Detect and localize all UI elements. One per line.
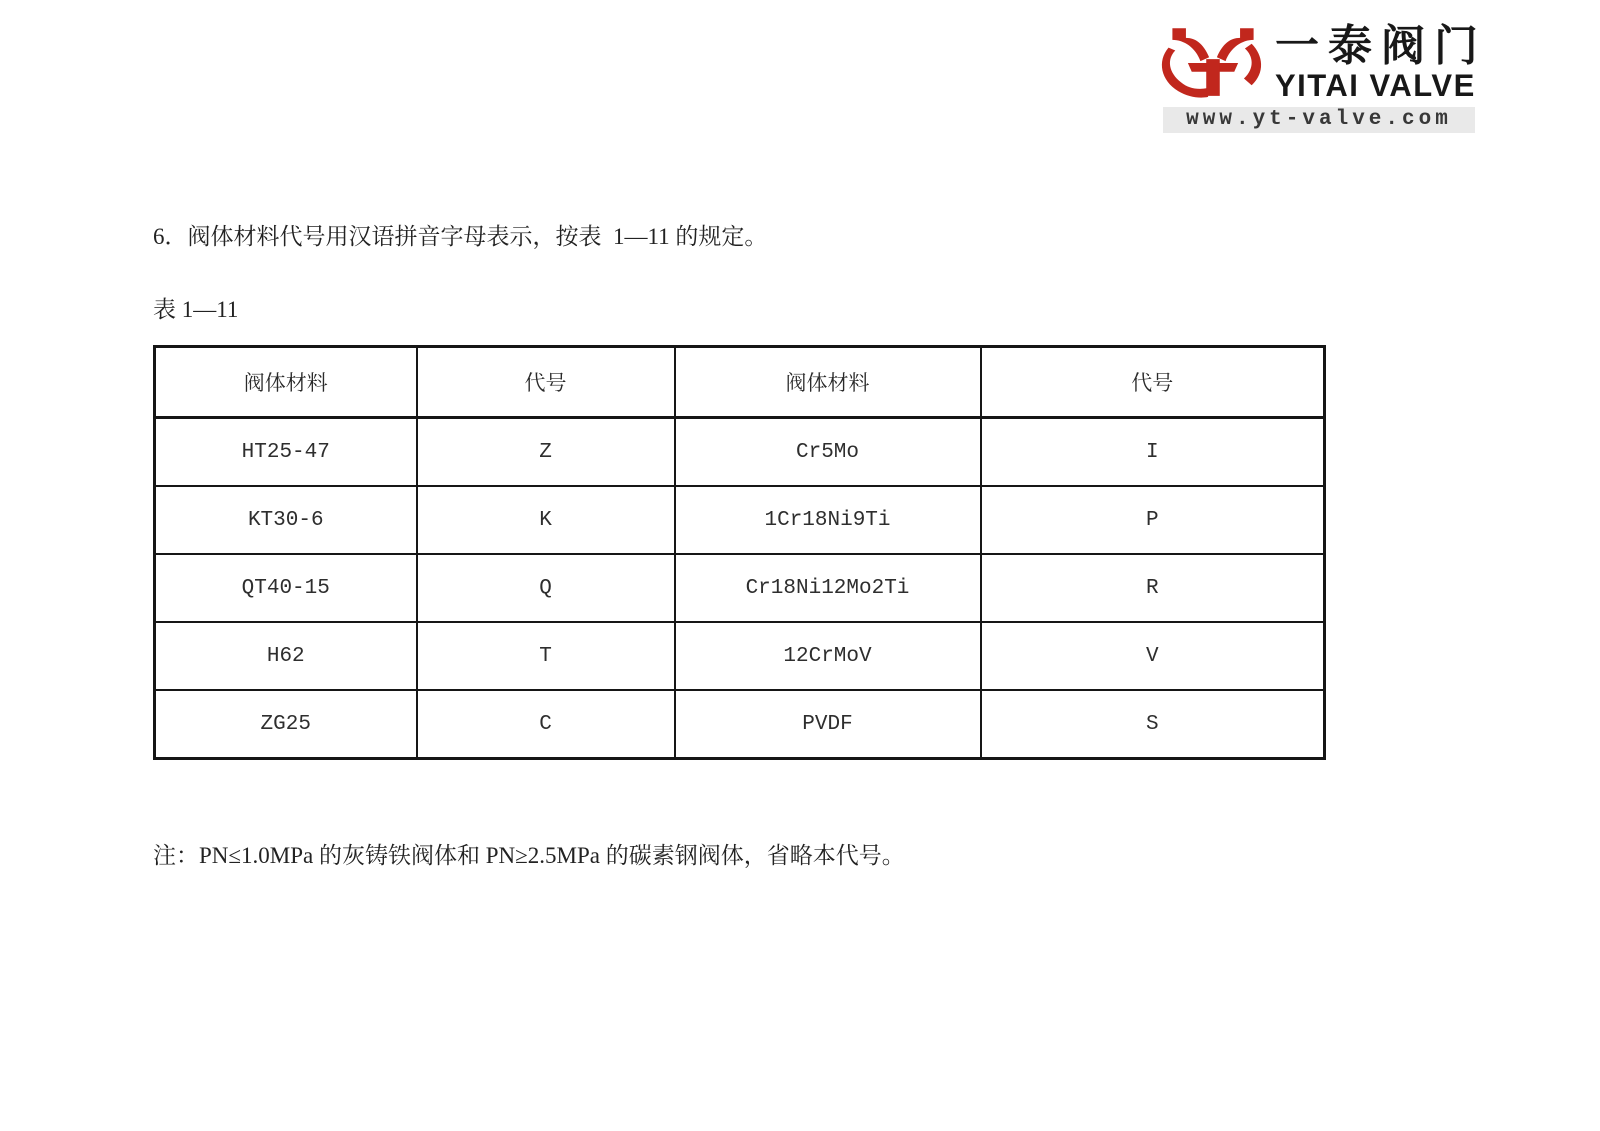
table-cell: HT25-47 bbox=[155, 418, 417, 487]
table-cell: ZG25 bbox=[155, 690, 417, 759]
material-code-table-wrapper bbox=[153, 345, 1326, 760]
table-cell: H62 bbox=[155, 622, 417, 690]
header-code-left: 代号 bbox=[417, 347, 675, 418]
table-cell: C bbox=[417, 690, 675, 759]
paragraph-6: 6．阀体材料代号用汉语拼音字母表示，按表 1—11 的规定。 bbox=[153, 224, 768, 249]
table-row bbox=[155, 622, 1325, 690]
brand-name-english: YITAI VALVE bbox=[1275, 67, 1476, 104]
table-cell: K bbox=[417, 486, 675, 554]
website-url: www.yt-valve.com bbox=[1163, 107, 1475, 133]
table-header-row bbox=[155, 347, 1325, 418]
table-cell: P bbox=[981, 486, 1325, 554]
header-valve-body-material-right: 阀体材料 bbox=[675, 347, 981, 418]
table-cell: Q bbox=[417, 554, 675, 622]
table-row bbox=[155, 486, 1325, 554]
header-valve-body-material-left: 阀体材料 bbox=[155, 347, 417, 418]
table-cell: Cr5Mo bbox=[675, 418, 981, 487]
table-cell: 1Cr18Ni9Ti bbox=[675, 486, 981, 554]
table-cell: 12CrMoV bbox=[675, 622, 981, 690]
footnote: 注：PN≤1.0MPa 的灰铸铁阀体和 PN≥2.5MPa 的碳素钢阀体，省略本代号。 bbox=[153, 843, 905, 868]
table-cell: KT30-6 bbox=[155, 486, 417, 554]
table-cell: Z bbox=[417, 418, 675, 487]
brand-name-chinese: 一泰阀门 bbox=[1275, 22, 1487, 71]
table-cell: S bbox=[981, 690, 1325, 759]
table-cell: PVDF bbox=[675, 690, 981, 759]
table-row bbox=[155, 690, 1325, 759]
table-cell: I bbox=[981, 418, 1325, 487]
table-cell: R bbox=[981, 554, 1325, 622]
material-code-table bbox=[153, 345, 1326, 760]
company-logo bbox=[1155, 24, 1507, 133]
header-code-right: 代号 bbox=[981, 347, 1325, 418]
table-cell: T bbox=[417, 622, 675, 690]
table-cell: V bbox=[981, 622, 1325, 690]
yitai-valve-logo-icon bbox=[1155, 24, 1271, 104]
table-cell: Cr18Ni12Mo2Ti bbox=[675, 554, 981, 622]
table-caption: 表 1—11 bbox=[153, 297, 239, 322]
logo-names bbox=[1275, 24, 1487, 102]
table-row bbox=[155, 418, 1325, 487]
table-row bbox=[155, 554, 1325, 622]
table-cell: QT40-15 bbox=[155, 554, 417, 622]
logo-top-row bbox=[1155, 24, 1507, 104]
